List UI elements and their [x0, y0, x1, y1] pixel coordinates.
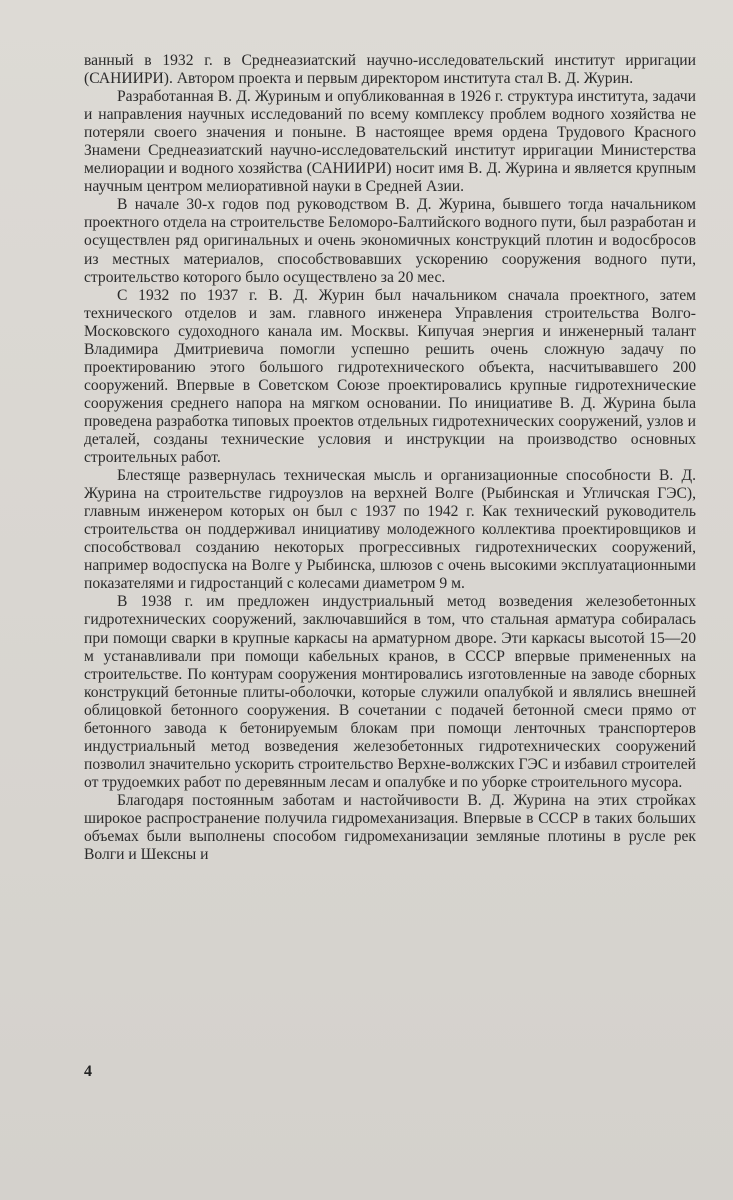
- paragraph-6: В 1938 г. им предложен индустриальный метод возведения железобетонных гидротехнических сооружений, заключавшийся в том, что стальная арматура собиралась при помощи сварки в крупные каркасы на арматурном дворе. Эти каркасы высотой 15—20 м устанавливали при помощи кабельных кранов, в СССР впервые примененных на строительстве. По контурам сооружения монтировались изготовленные на заводе сборных конструкций бетонные плиты-оболочки, которые служили опалубкой и являлись внешней облицовкой бетонного сооружения. В сочетании с подачей бетонной смеси прямо от бетонного завода к бетонируемым блокам при помощи ленточных транспортеров индустриальный метод возведения железобетонных гидротехнических сооружений позволил значительно ускорить строительство Верхне-волжских ГЭС и избавил строителей от трудоемких работ по деревянным лесам и опалубке и по уборке строительного мусора.: [84, 593, 696, 791]
- body-text: [84, 52, 696, 864]
- paragraph-2: Разработанная В. Д. Журиным и опубликованная в 1926 г. структура института, задачи и направления научных исследований по всему комплексу проблем водного хозяйства не потеряли своего значения и поныне. В настоящее время ордена Трудового Красного Знамени Среднеазиатский научно-исследовательский институт ирригации Министерства мелиорации и водного хозяйства (САНИИРИ) носит имя В. Д. Журина и является крупным научным центром мелиоративной науки в Средней Азии.: [84, 88, 696, 196]
- paragraph-4: С 1932 по 1937 г. В. Д. Журин был начальником сначала проектного, затем технического отделов и зам. главного инженера Управления строительства Волго-Московского судоходного канала им. Москвы. Кипучая энергия и инженерный талант Владимира Дмитриевича помогли успешно решить очень сложную задачу по проектированию этого большого гидротехнического объекта, насчитывавшего 200 сооружений. Впервые в Советском Союзе проектировались крупные гидротехнические сооружения среднего напора на мягком основании. По инициативе В. Д. Журина была проведена разработка типовых проектов отдельных гидротехнических сооружений, узлов и деталей, созданы технические условия и инструкции на производство основных строительных работ.: [84, 286, 696, 467]
- paragraph-3: В начале 30-х годов под руководством В. Д. Журина, бывшего тогда начальником проектного отдела на строительстве Беломоро-Балтийского водного пути, был разработан и осуществлен ряд оригинальных и очень экономичных конструкций плотин и водосбросов из местных материалов, способствовавших ускорению сооружения водного пути, строительство которого было осуществлено за 20 мес.: [84, 196, 696, 286]
- paragraph-1: ванный в 1932 г. в Среднеазиатский научно-исследовательский институт ирригации (САНИИРИ). Автором проекта и первым директором института стал В. Д. Журин.: [84, 52, 696, 88]
- page-number: 4: [84, 1063, 92, 1080]
- paragraph-5: Блестяще развернулась техническая мысль и организационные способности В. Д. Журина на строительстве гидроузлов на верхней Волге (Рыбинская и Угличская ГЭС), главным инженером которых он был с 1937 по 1942 г. Как технический руководитель строительства он поддерживал инициативу молодежного коллектива проектировщиков и способствовал созданию некоторых прогрессивных гидротехнических сооружений, например водоспуска на Волге у Рыбинска, шлюзов с очень высокими эксплуатационными показателями и гидростанций с колесами диаметром 9 м.: [84, 467, 696, 593]
- paragraph-7: Благодаря постоянным заботам и настойчивости В. Д. Журина на этих стройках широкое распространение получила гидромеханизация. Впервые в СССР в таких больших объемах были выполнены способом гидромеханизации земляные плотины в русле рек Волги и Шексны и: [84, 791, 696, 864]
